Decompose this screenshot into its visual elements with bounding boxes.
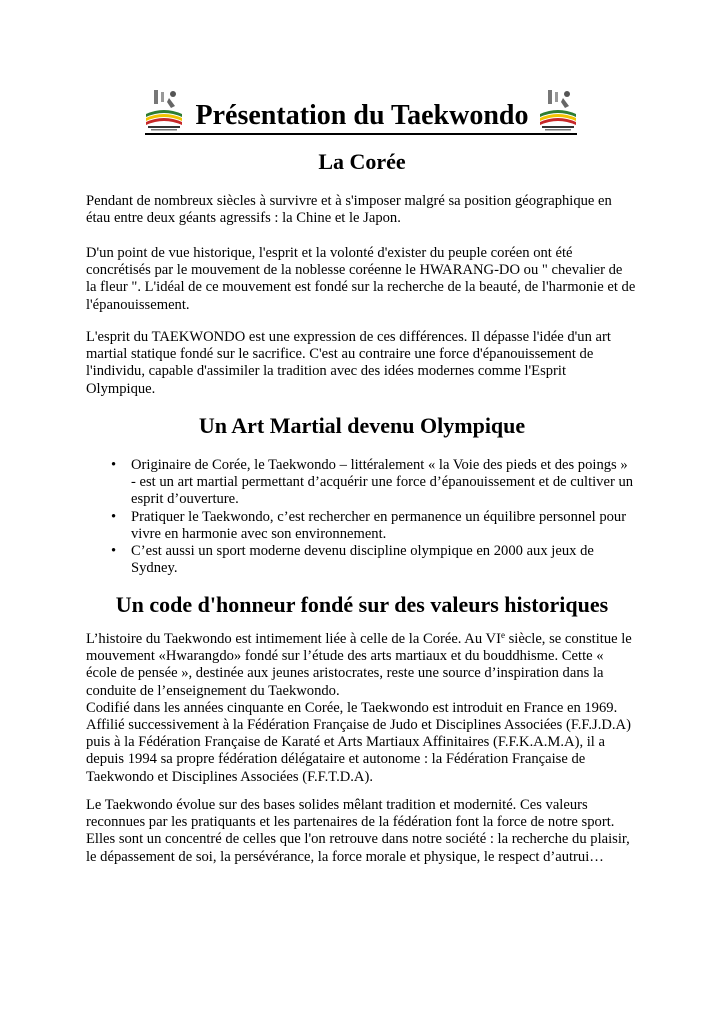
paragraph-honneur-1 — [86, 631, 646, 786]
page-title: Présentation du Taekwondo — [195, 100, 529, 131]
text-line: Pratiquer le Taekwondo, c’est rechercher en permanence un équilibre personnel pour — [131, 508, 627, 525]
bullet-icon: • — [111, 543, 117, 560]
text-line: reconnues par les pratiquants et les partenaires de la fédération font la force de notre sport. — [86, 814, 615, 831]
text-fragment: siècle, se constitue le — [504, 631, 632, 647]
text-line: martial statique fondé sur le sacrifice. C'est au contraire une force d'épanouissement de — [86, 346, 594, 363]
text-line: Codifié dans les années cinquante en Corée, le Taekwondo est introduit en France en 1969. — [86, 699, 618, 716]
text-line: Pendant de nombreux siècles à survivre et à s'imposer malgré sa position géographique en — [86, 193, 612, 209]
text-line: étau entre deux géants agressifs : la Chine et le Japon. — [86, 210, 401, 227]
text-line: la fleur ". L'idéal de ce mouvement est fondé sur la recherche de la beauté, de l'harmonie et de — [86, 279, 636, 296]
section-heading-honneur: Un code d'honneur fondé sur des valeurs historiques — [115, 592, 609, 617]
text-line: l'individu, capable d'assimiler la tradition avec des idées modernes comme l'Esprit — [86, 363, 567, 380]
text-line: conduite de l’enseignement du Taekwondo. — [86, 682, 340, 699]
text-line: C’est aussi un sport moderne devenu discipline olympique en 2000 aux jeux de — [131, 543, 594, 560]
text-line: Elles sont un concentré de celles que l'on retrouve dans notre société : la recherche du plaisir, — [86, 831, 630, 848]
text-line: L'esprit du TAEKWONDO est une expression de ces différences. Il dépasse l'idée d'un art — [86, 329, 611, 345]
paragraph-honneur-2 — [86, 797, 646, 866]
text-line: Sydney. — [131, 560, 178, 577]
text-line: concrétisés par le mouvement de la noblesse coréenne le HWARANG-DO ou " chevalier de — [86, 262, 623, 279]
section-heading-coree: La Corée — [318, 149, 406, 174]
list-item — [86, 509, 646, 543]
text-line: Originaire de Corée, le Taekwondo – littéralement « la Voie des pieds et des poings » — [131, 457, 628, 473]
paragraph-coree-2 — [86, 245, 646, 314]
section-heading-olympique: Un Art Martial devenu Olympique — [198, 413, 526, 438]
superscript: e — [500, 630, 505, 640]
text-fragment: L’histoire du Taekwondo est intimement liée à celle de la Corée. Au VI — [86, 631, 501, 647]
club-logo-icon — [539, 88, 577, 132]
text-line: puis à la Fédération Française de Karaté et Arts Martiaux Affinitaires (F.F.K.A.M.A), il a — [86, 734, 605, 751]
bullet-icon: • — [111, 457, 117, 473]
list-item — [86, 457, 646, 509]
text-line: depuis 1994 sa propre fédération délégataire et autonome : la Fédération Française de — [86, 751, 586, 768]
text-line: école de pensée », destinée aux jeunes aristocrates, reste une source d’inspiration dans la — [86, 665, 604, 682]
text-line: - est un art martial permettant d’acquérir une force d’épanouissement et de cultiver un — [131, 474, 634, 491]
text-line: le dépassement de soi, la persévérance, la force morale et physique, le respect d’autrui… — [86, 848, 604, 865]
paragraph-coree-1 — [86, 193, 646, 227]
bullet-list — [86, 457, 646, 577]
text-line: mouvement «Hwarangdo» fondé sur l’étude des arts martiaux et du bouddhisme. Cette « — [86, 648, 604, 665]
text-line: Taekwondo et Disciplines Associées (F.F.T.D.A). — [86, 768, 373, 785]
text-line: esprit d’ouverture. — [131, 491, 239, 508]
text-line: D'un point de vue historique, l'esprit et la volonté d'exister du peuple coréen ont été — [86, 245, 573, 261]
text-line — [86, 631, 646, 648]
list-item — [86, 543, 646, 577]
bullet-icon: • — [111, 508, 117, 525]
title-underline — [145, 133, 577, 135]
text-line: Olympique. — [86, 380, 156, 397]
text-line: Affilié successivement à la Fédération Française de Judo et Disciplines Associées (F.F.J.D.A) — [86, 717, 631, 734]
title-row — [0, 88, 725, 138]
text-line: Le Taekwondo évolue sur des bases solides mêlant tradition et modernité. Ces valeurs — [86, 797, 588, 813]
text-line: vivre en harmonie avec son environnement. — [131, 525, 387, 542]
club-logo-icon — [145, 88, 183, 132]
text-line: l'épanouissement. — [86, 296, 190, 313]
paragraph-coree-3 — [86, 329, 646, 398]
